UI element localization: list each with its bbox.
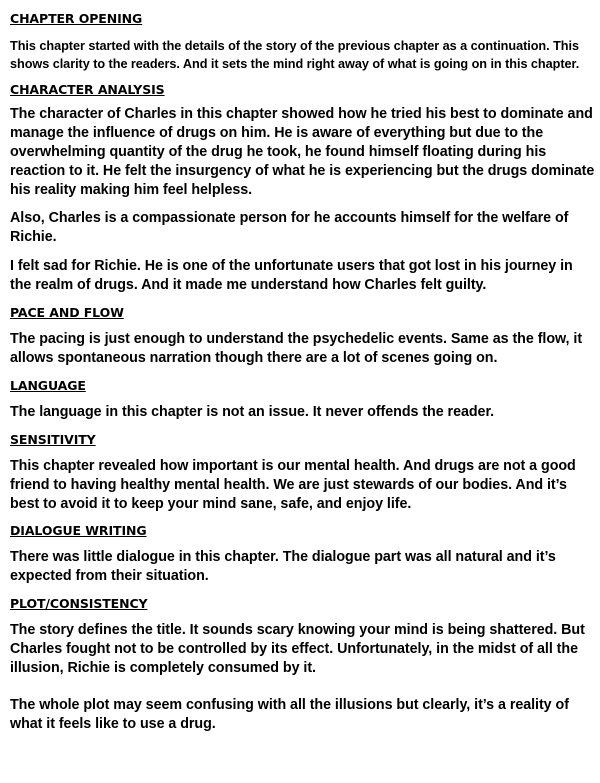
section-language <box>10 378 595 422</box>
section-paragraph: The character of Charles in this chapter showed how he tried his best to dominate and manage the influence of drugs on him. He is aware of everything but due to the overwhelming quantity of the drug he took, he found himself floating during his reaction to it. He felt the insurgency of what he is experiencing but the drugs dominate his reality making him feel helpless. <box>10 106 595 198</box>
section-sensitivity <box>10 432 595 514</box>
document-page <box>10 0 595 734</box>
section-heading: LANGUAGE <box>10 378 86 393</box>
section-heading: PACE AND FLOW <box>10 305 124 320</box>
section-character-analysis <box>10 82 595 295</box>
section-paragraph: This chapter revealed how important is our mental health. And drugs are not a good friend to having healthy mental health. We are just stewards of our bodies. And it’s best to avoid it to keep your mind sane, safe, and enjoy life. <box>10 458 576 512</box>
section-dialogue-writing <box>10 523 595 586</box>
section-paragraph: The whole plot may seem confusing with all the illusions but clearly, it’s a reality of what it feels like to use a drug. <box>10 697 569 732</box>
section-chapter-opening <box>10 11 595 73</box>
section-heading: DIALOGUE WRITING <box>10 523 147 538</box>
section-paragraph: I felt sad for Richie. He is one of the unfortunate users that got lost in his journey in the realm of drugs. And it made me understand how Charles felt guilty. <box>10 258 573 293</box>
section-paragraph: The pacing is just enough to understand the psychedelic events. Same as the flow, it allows spontaneous narration though there are a lot of scenes going on. <box>10 331 583 366</box>
section-paragraph: The story defines the title. It sounds scary knowing your mind is being shattered. But Charles fought not to be controlled by its effect. Unfortunately, in the midst of all the illusion, Richie is completely consumed by it. <box>10 622 585 676</box>
section-pace-and-flow <box>10 305 595 368</box>
section-paragraph: The language in this chapter is not an issue. It never offends the reader. <box>10 404 495 420</box>
section-heading: CHAPTER OPENING <box>10 11 143 26</box>
section-paragraph: There was little dialogue in this chapter. The dialogue part was all natural and it’s expected from their situation. <box>10 549 556 584</box>
section-heading: SENSITIVITY <box>10 432 96 447</box>
section-plot-consistency <box>10 596 595 734</box>
section-heading: PLOT/CONSISTENCY <box>10 596 148 611</box>
section-paragraph: This chapter started with the details of the story of the previous chapter as a continuation. This shows clarity to the readers. And it sets the mind right away of what is going on in this chapter. <box>10 39 580 71</box>
section-paragraph: Also, Charles is a compassionate person for he accounts himself for the welfare of Richie. <box>10 210 569 245</box>
section-heading: CHARACTER ANALYSIS <box>10 82 165 97</box>
